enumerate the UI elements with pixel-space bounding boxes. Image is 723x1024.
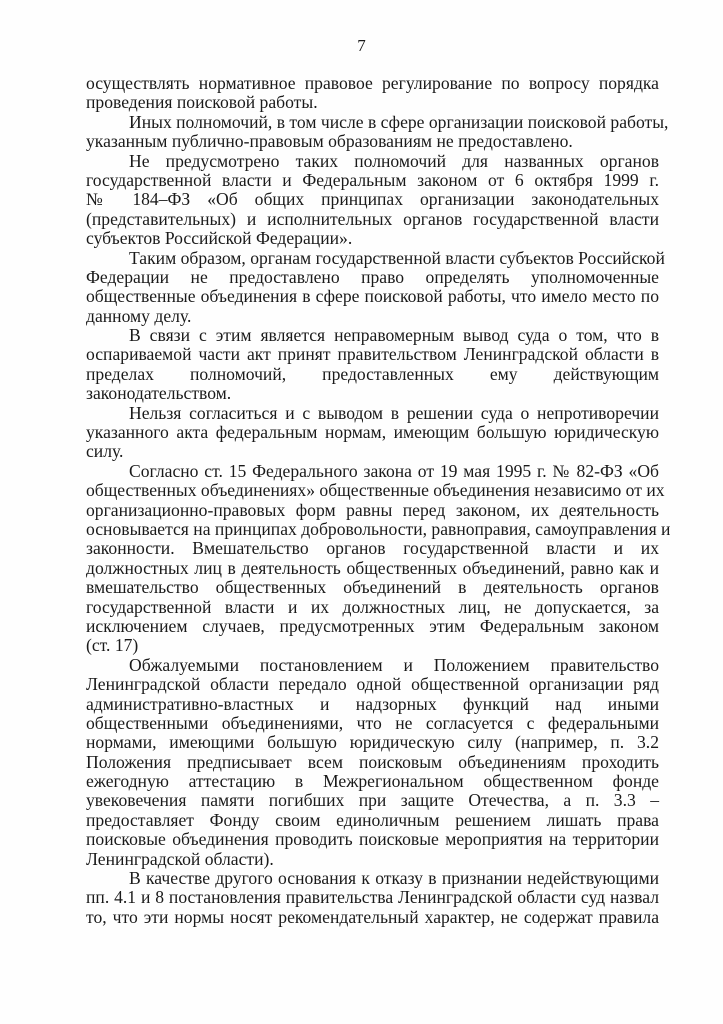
text-line: поисковые объединения проводить поисковые мероприятия на территории <box>86 829 659 850</box>
text-line: предоставляет Фонду своим единоличным решением лишать права <box>86 809 659 830</box>
text-line: основывается на принципах добровольности, равноправия, самоуправления и <box>86 518 671 539</box>
text-line: исключением случаев, предусмотренных этим Федеральным законом <box>86 615 659 636</box>
text-line: законности. Вмешательство органов государственной власти и их <box>86 538 659 559</box>
text-line: Положения предписывает всем поисковым объединениям проходить <box>86 751 659 772</box>
text-line: Ленинградской области передало одной общественной организации ряд <box>86 674 659 695</box>
text-line: Обжалуемыми постановлением и Положением правительство <box>129 654 659 675</box>
text-line: Согласно ст. 15 Федерального закона от 19 мая 1995 г. № 82-ФЗ «Об <box>129 460 659 481</box>
paragraph <box>86 656 659 869</box>
paragraph <box>86 326 659 404</box>
text-line: Не предусмотрено таких полномочий для названных органов <box>129 150 659 171</box>
text-line: оспариваемой части акт принят правительством Ленинградской области в <box>86 344 659 365</box>
text-line: Нельзя согласиться и с выводом в решении суда о непротиворечии <box>129 402 659 423</box>
text-line: Ленинградской области). <box>86 848 274 869</box>
text-line: общественными объединениями, что не согласуется с федеральными <box>86 712 659 733</box>
text-line: осуществлять нормативное правовое регулирование по вопросу порядка <box>86 73 659 93</box>
paragraph <box>86 74 659 113</box>
paragraph <box>86 111 669 152</box>
text-line: законодательством. <box>86 383 232 404</box>
text-line: № 184–ФЗ «Об общих принципах организации законодательных <box>86 189 659 210</box>
paragraph <box>86 460 671 656</box>
text-line: (представительных) и исполнительных органов государственной власти <box>86 208 659 229</box>
text-line: проведения поисковой работы. <box>86 92 318 113</box>
paragraph <box>86 869 659 927</box>
paragraph <box>86 247 665 327</box>
text-line: силу. <box>86 441 124 462</box>
paragraph <box>86 404 659 462</box>
text-line: Федерации не предоставлено право определять уполномоченные <box>86 266 659 287</box>
text-line: пределах полномочий, предоставленных ему действующим <box>86 363 659 384</box>
text-line: общественных объединениях» общественные объединения независимо от их <box>86 480 665 501</box>
document-body <box>86 73 671 927</box>
text-line: Таким образом, органам государственной власти субъектов Российской <box>129 247 665 268</box>
text-line: субъектов Российской Федерации». <box>86 228 353 249</box>
text-line: Иных полномочий, в том числе в сфере организации поисковой работы, <box>129 111 669 132</box>
text-line: данному делу. <box>86 305 192 326</box>
text-line: вмешательство общественных объединений в деятельность органов <box>86 577 659 598</box>
text-line: увековечения памяти погибших при защите Отечества, а п. 3.3 – <box>86 790 659 811</box>
text-line: организационно-правовых форм равны перед законом, их деятельность <box>86 499 659 520</box>
text-line: государственной власти и Федеральным законом от 6 октября 1999 г. <box>86 169 659 190</box>
text-line: указанного акта федеральным нормам, имеющим большую юридическую <box>86 422 659 443</box>
text-line: общественные объединения в сфере поисковой работы, что имело место по <box>86 286 659 307</box>
text-line: то, что эти нормы носят рекомендательный характер, не содержат правила <box>86 906 659 927</box>
text-line: административно-властных и надзорных функций над иными <box>86 693 659 714</box>
text-line: нормами, имеющими большую юридическую силу (например, п. 3.2 <box>86 732 659 753</box>
text-line: В связи с этим является неправомерным вывод суда о том, что в <box>129 325 659 346</box>
text-line: указанным публично-правовым образованиям не предоставлено. <box>86 131 573 152</box>
text-line: В качестве другого основания к отказу в признании недействующими <box>129 868 659 889</box>
text-line: ежегодную аттестацию в Межрегиональном общественном фонде <box>86 771 659 792</box>
text-line: государственной власти и их должностных лиц, не допускается, за <box>86 596 659 617</box>
page-number: 7 <box>357 36 366 55</box>
text-line: (ст. 17) <box>86 635 139 656</box>
text-line: пп. 4.1 и 8 постановления правительства Ленинградской области суд назвал <box>86 887 659 908</box>
paragraph <box>86 152 659 249</box>
text-line: должностных лиц в деятельность общественных объединений, равно как и <box>86 557 659 578</box>
